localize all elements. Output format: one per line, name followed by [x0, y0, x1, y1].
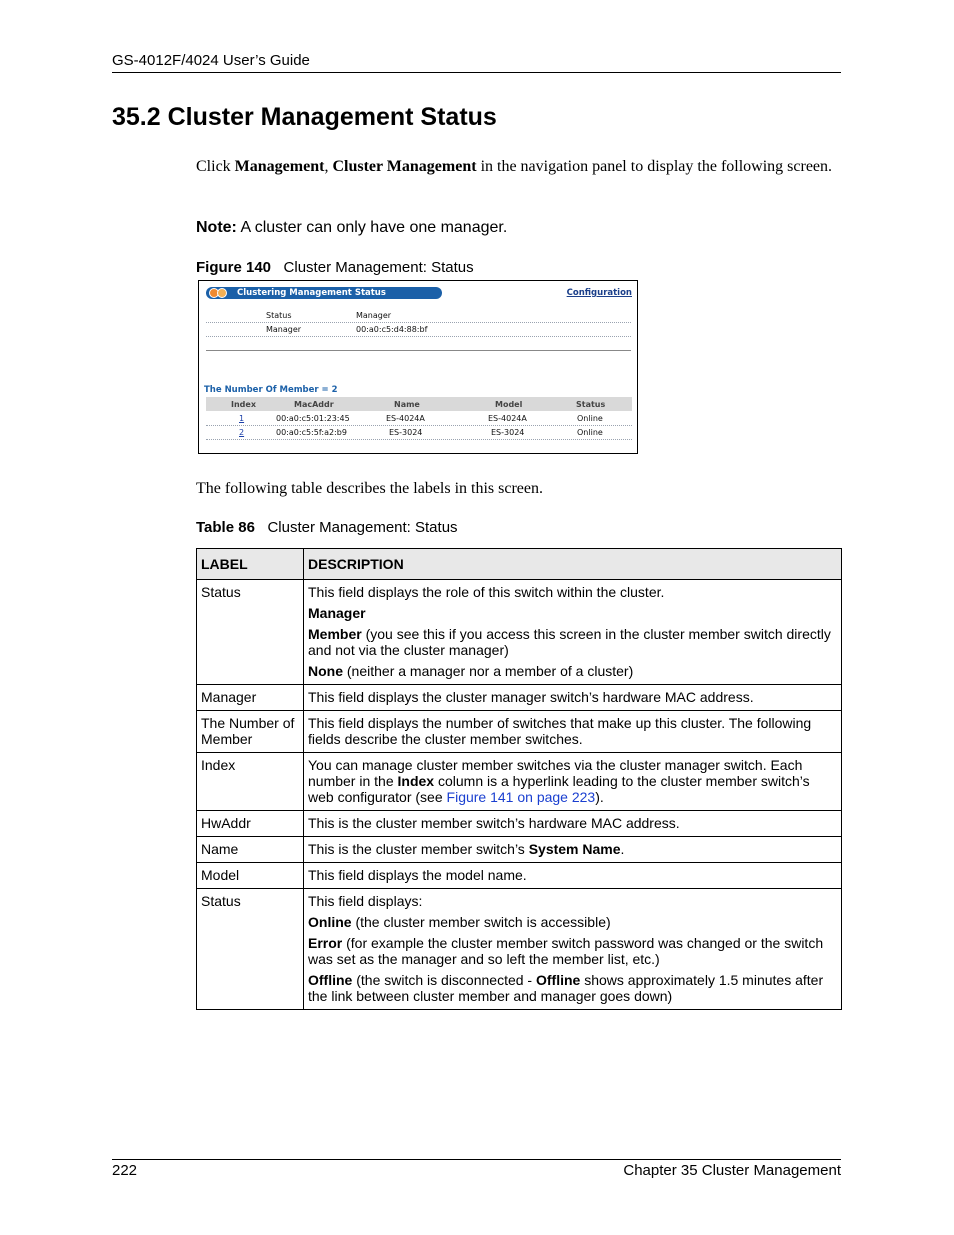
running-header: GS-4012F/4024 User’s Guide [112, 52, 310, 69]
manager-row: Manager 00:a0:c5:d4:88:bf [206, 323, 631, 337]
configuration-link[interactable]: Configuration [566, 288, 632, 298]
chapter-title: Chapter 35 Cluster Management [623, 1162, 841, 1179]
table-row: Manager This field displays the cluster manager switch’s hardware MAC address. [197, 685, 842, 711]
table-row: HwAddr This is the cluster member switch’s hardware MAC address. [197, 811, 842, 837]
table-caption: Table 86 Cluster Management: Status [196, 519, 458, 536]
page-number: 222 [112, 1162, 138, 1179]
column-header-label: LABEL [197, 549, 304, 580]
figure-caption: Figure 140 Cluster Management: Status [196, 259, 474, 276]
title-bullet-icon [217, 288, 227, 298]
member-count: The Number Of Member = 2 [204, 385, 338, 395]
table-row: Index You can manage cluster member switches via the cluster manager switch. Each number in the Index column is a hyperlink leading to the cluster member switch’s web configurator (see Figure 141 on page 223). [197, 753, 842, 811]
footer-rule [112, 1159, 841, 1160]
member-row: 1 00:a0:c5:01:23:45 ES-4024A ES-4024A Online [206, 412, 632, 426]
table-row: Status This field displays: Online (the cluster member switch is accessible) Error (for example the cluster member switch password was changed or the switch was set as the manager and so left the member list, etc.) Offline (the switch is disconnected - Offline shows approximately 1.5 minutes after the link between cluster member and manager goes down) [197, 889, 842, 1010]
column-header-description: DESCRIPTION [304, 549, 842, 580]
member-row: 2 00:a0:c5:5f:a2:b9 ES-3024 ES-3024 Online [206, 426, 632, 440]
figure-141-link[interactable]: Figure 141 on page 223 [446, 789, 596, 805]
header-rule [112, 72, 841, 73]
description-table [196, 548, 842, 1010]
section-title: 35.2 Cluster Management Status [112, 103, 497, 131]
table-header-row [197, 549, 842, 580]
member-table-header: Index MacAddr Name Model Status [206, 397, 632, 411]
screen-title: Clustering Management Status [237, 288, 386, 298]
divider [206, 350, 631, 351]
figure-screenshot [198, 280, 638, 454]
intro-paragraph: Click Management, Cluster Management in the navigation panel to display the following screen. [196, 158, 833, 175]
table-row: The Number of Member This field displays the number of switches that make up this cluster. The following fields describe the cluster member switches. [197, 711, 842, 753]
table-row: Name This is the cluster member switch’s System Name. [197, 837, 842, 863]
status-row: Status Manager [206, 309, 631, 323]
table-row: Status This field displays the role of this switch within the cluster. Manager Member (you see this if you access this screen in the cluster member switch directly and not via the cluster manager) None (neither a manager nor a member of a cluster) [197, 580, 842, 685]
table-row: Model This field displays the model name. [197, 863, 842, 889]
note: Note: A cluster can only have one manager. [196, 219, 508, 236]
table-intro: The following table describes the labels in this screen. [196, 480, 544, 497]
